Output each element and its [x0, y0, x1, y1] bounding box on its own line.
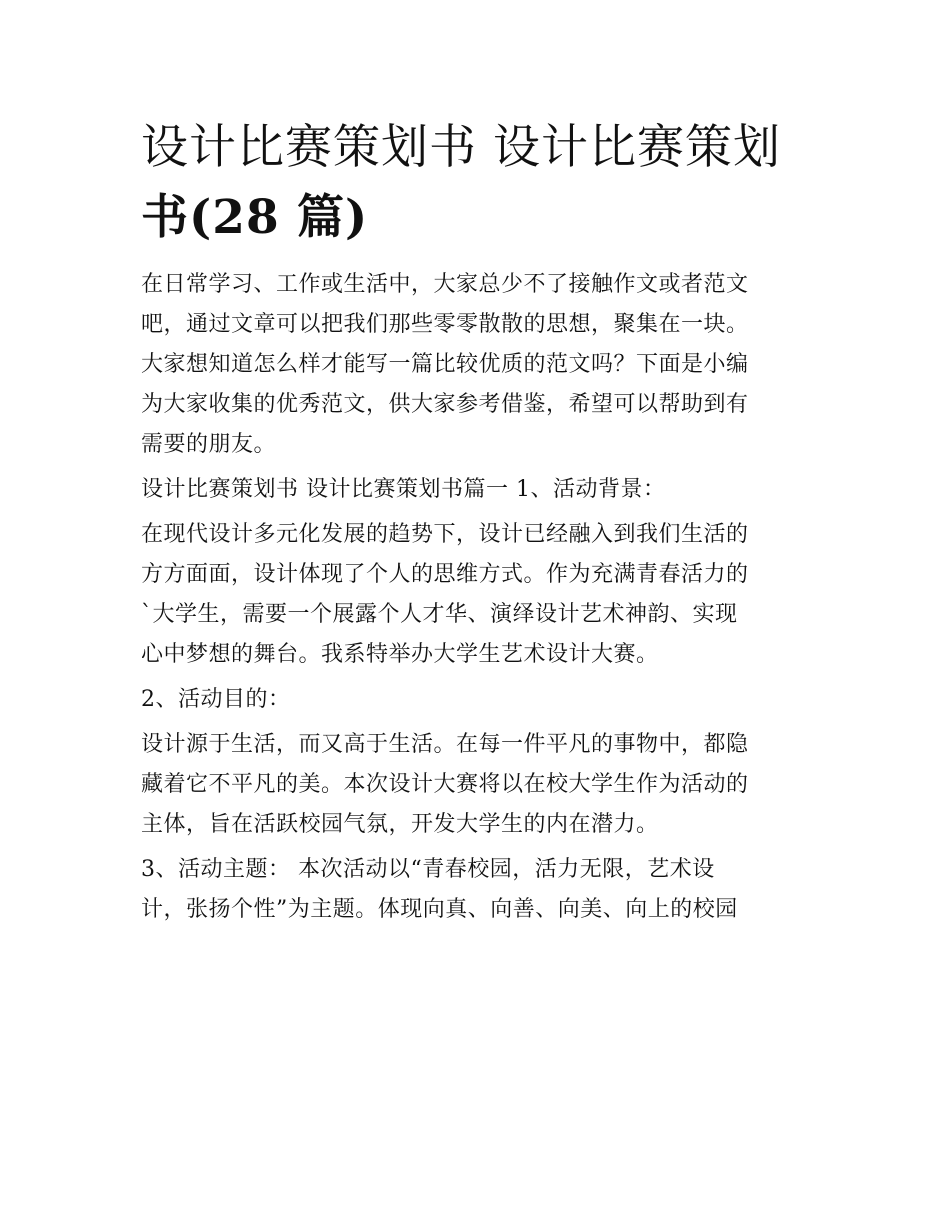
- background-line-2: 方方面面，设计体现了个人的思维方式。作为充满青春活力的: [141, 562, 749, 587]
- background-line-1: 在现代设计多元化发展的趋势下，设计已经融入到我们生活的: [141, 522, 749, 547]
- title-line-1: 设计比赛策划书 设计比赛策划: [141, 120, 781, 175]
- section-3-line-2: 计，张扬个性”为主题。体现向真、向善、向美、向上的校园: [141, 897, 738, 922]
- purpose-line-3: 主体，旨在活跃校园气氛，开发大学生的内在潜力。: [141, 812, 659, 837]
- purpose-line-2: 藏着它不平凡的美。本次设计大赛将以在校大学生作为活动的: [141, 772, 749, 797]
- intro-line-2: 吧，通过文章可以把我们那些零零散散的思想，聚集在一块。: [141, 312, 749, 337]
- document-body: [141, 113, 821, 930]
- title-line-2: 书(28 篇): [141, 190, 369, 245]
- background-line-3: `大学生，需要一个展露个人才华、演绎设计艺术神韵、实现: [141, 602, 738, 627]
- section-1-heading: 设计比赛策划书 设计比赛策划书篇一 1、活动背景：: [141, 477, 666, 502]
- section-2-heading: 2、活动目的：: [141, 687, 291, 712]
- background-line-4: 心中梦想的舞台。我系特举办大学生艺术设计大赛。: [141, 642, 659, 667]
- document-title: [141, 113, 821, 253]
- intro-line-4: 为大家收集的优秀范文，供大家参考借鉴，希望可以帮助到有: [141, 392, 749, 417]
- intro-line-3: 大家想知道怎么样才能写一篇比较优质的范文吗？下面是小编: [141, 352, 749, 377]
- purpose-line-1: 设计源于生活，而又高于生活。在每一件平凡的事物中，都隐: [141, 732, 749, 757]
- section-3-line-1: 3、活动主题： 本次活动以“青春校园，活力无限，艺术设: [141, 857, 715, 882]
- intro-line-5: 需要的朋友。: [141, 432, 277, 457]
- intro-line-1: 在日常学习、工作或生活中，大家总少不了接触作文或者范文: [141, 272, 749, 297]
